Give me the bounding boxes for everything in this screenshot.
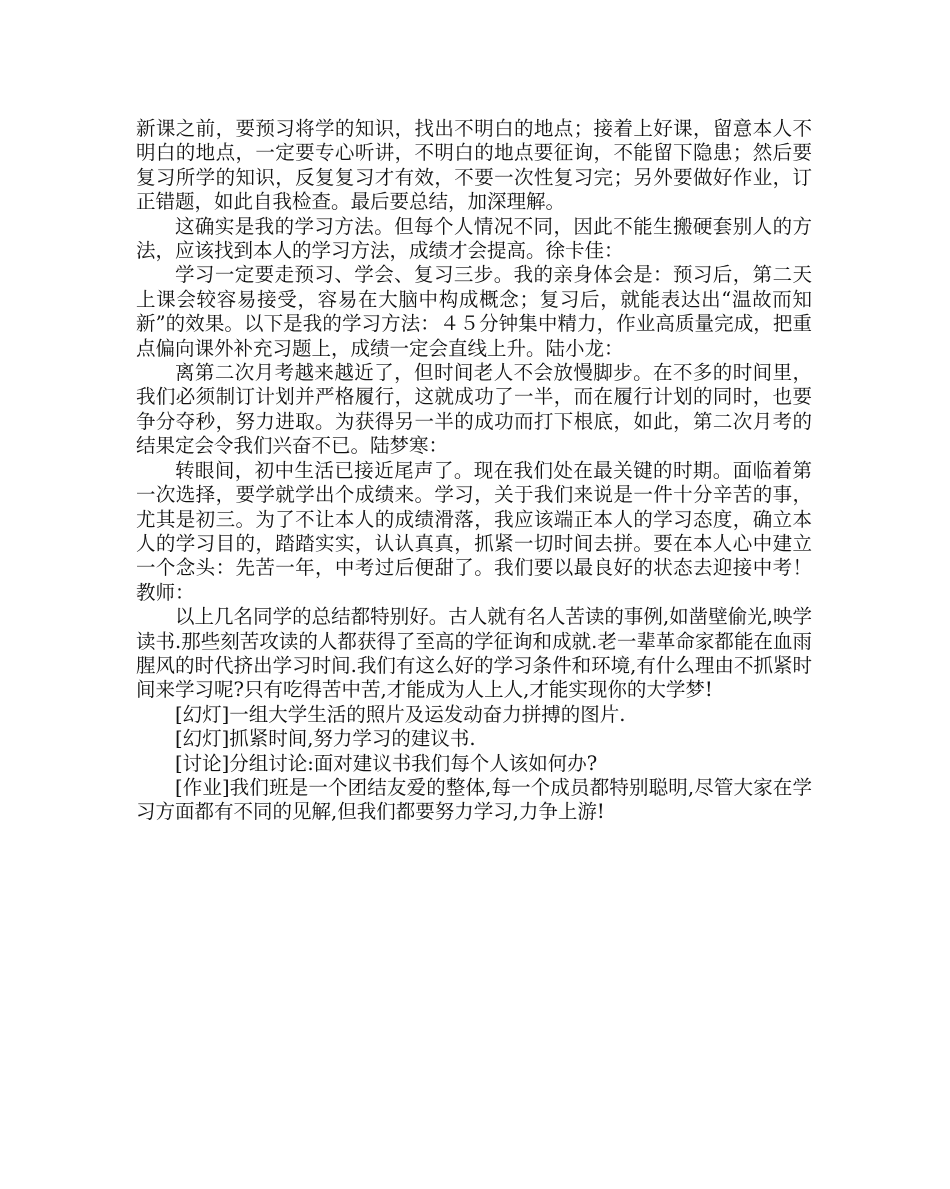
paragraph-1: 新课之前，要预习将学的知识，找出不明白的地点；接着上好课，留意本人不明白的地点，一定要专心听讲，不明白的地点要征询，不能留下隐患；然后要复习所学的知识，反复复习才有效，不要一次性复习完；另外要做好作业，订正错题，如此自我检查。最后要总结，加深理解。 bbox=[136, 117, 812, 214]
paragraph-5: 转眼间，初中生活已接近尾声了。现在我们处在最关键的时期。面临着第一次选择，要学就学出个成绩来。学习，关于我们来说是一件十分辛苦的事，尤其是初三。为了不让本人的成绩滑落，我应该端正本人的学习态度，确立本人的学习目的，踏踏实实，认认真真，抓紧一切时间去拼。要在本人心中建立一个念头：先苦一年，中考过后便甜了。我们要以最良好的状态去迎接中考！教师： bbox=[136, 458, 812, 604]
paragraph-10: [作业]我们班是一个团结友爱的整体,每一个成员都特别聪明,尽管大家在学习方面都有不同的见解,但我们都要努力学习,力争上游! bbox=[136, 775, 812, 824]
paragraph-3: 学习一定要走预习、学会、复习三步。我的亲身体会是：预习后，第二天上课会较容易接受，容易在大脑中构成概念；复习后，就能表达出“温故而知新”的效果。以下是我的学习方法：４５分钟集中精力，作业高质量完成，把重点偏向课外补充习题上，成绩一定会直线上升。陆小龙： bbox=[136, 263, 812, 360]
document-body bbox=[136, 117, 812, 825]
paragraph-7: [幻灯]一组大学生活的照片及运发动奋力拼搏的图片. bbox=[175, 702, 626, 726]
paragraph-6: 以上几名同学的总结都特别好。古人就有名人苦读的事例,如凿壁偷光,映学读书.那些刻苦攻读的人都获得了至高的学征询和成就.老一辈革命家都能在血雨腥风的时代挤出学习时间.我们有这么好的学习条件和环境,有什么理由不抓紧时间来学习呢?只有吃得苦中苦,才能成为人上人,才能实现你的大学梦! bbox=[136, 605, 812, 702]
paragraph-9: [讨论]分组讨论:面对建议书我们每个人该如何办? bbox=[175, 751, 598, 775]
paragraph-8: [幻灯]抓紧时间,努力学习的建议书. bbox=[175, 727, 476, 751]
paragraph-4: 离第二次月考越来越近了，但时间老人不会放慢脚步。在不多的时间里，我们必须制订计划并严格履行，这就成功了一半，而在履行计划的同时，也要争分夺秒，努力进取。为获得另一半的成功而打下根底，如此，第二次月考的结果定会令我们兴奋不已。陆梦寒： bbox=[136, 361, 812, 458]
paragraph-2: 这确实是我的学习方法。但每个人情况不同，因此不能生搬硬套别人的方法，应该找到本人的学习方法，成绩才会提高。徐卡佳： bbox=[136, 214, 812, 263]
